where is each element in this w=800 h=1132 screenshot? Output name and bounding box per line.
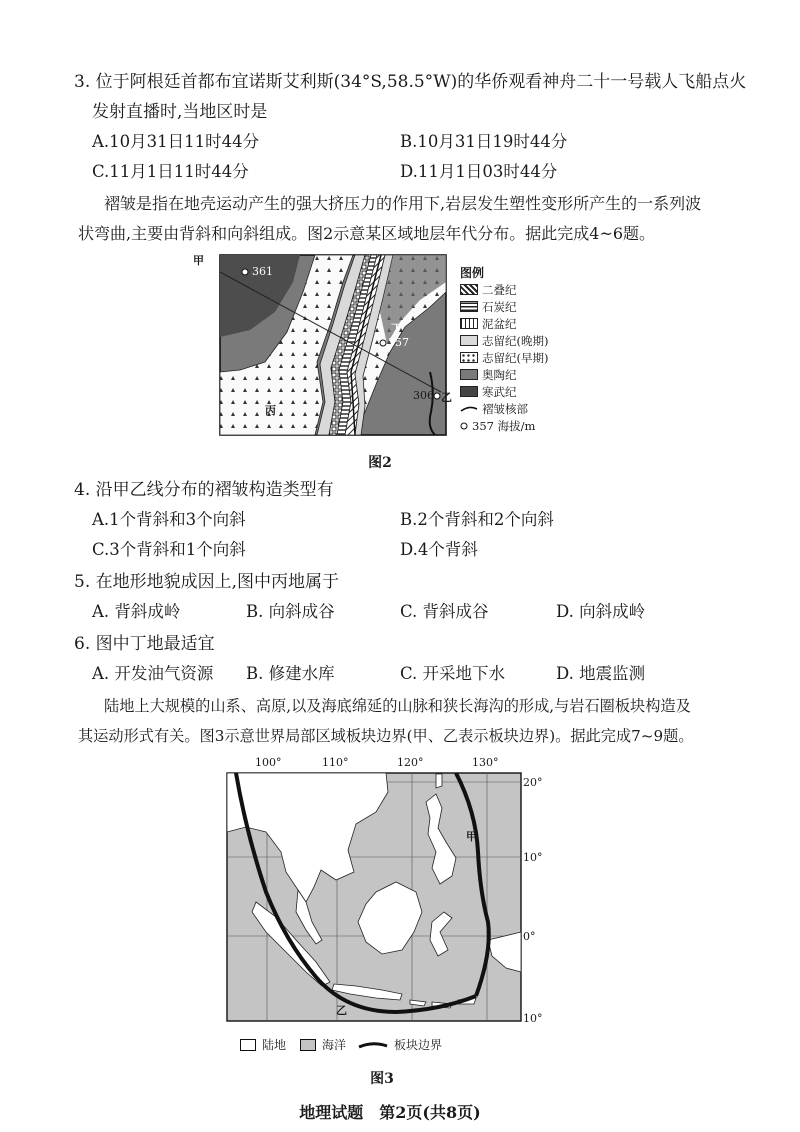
page-footer: 地理试题 第2页(共8页) [299,1103,481,1122]
legend-swatch [460,386,478,397]
lon-label-110: 110° [322,756,349,769]
elevation-point-357 [380,340,386,346]
fold-strata-map [205,252,450,438]
q4-option-b: B.2个背斜和2个向斜 [400,510,554,529]
q5-option-d: D. 向斜成岭 [556,602,646,621]
q4-stem: 4. 沿甲乙线分布的褶皱构造类型有 [74,480,334,500]
intro1-line2: 状弯曲,主要由背斜和向斜组成。图2示意某区域地层年代分布。据此完成4~6题。 [78,224,656,243]
q6-option-b: B. 修建水库 [246,664,335,683]
legend-label: 志留纪(早期) [482,350,549,365]
fig2-label-yi: 乙 [441,391,452,404]
legend-label: 志留纪(晚期) [482,333,549,348]
legend-swatch [460,284,478,295]
elevation-point-361 [242,269,248,275]
lat-label-0: 0° [523,930,536,943]
q6-option-d: D. 地震监测 [556,664,646,683]
land-swatch [240,1039,256,1051]
q5-option-a: A. 背斜成岭 [92,602,181,621]
figure-3-legend [240,1036,442,1053]
lat-label-10n: 10° [523,851,543,864]
lon-label-130: 130° [472,756,499,769]
fold-core-line-icon [460,404,478,413]
figure-2-legend [460,264,570,434]
q5-option-c: C. 背斜成谷 [400,602,489,621]
q3-option-c: C.11月1日11时44分 [92,162,249,181]
legend-item-cambrian [460,383,570,400]
fig2-label-jia: 甲 [193,254,204,267]
legend-label: 泥盆纪 [482,316,517,331]
figure-2-map [193,252,452,438]
lat-label-10s: 10° [523,1012,543,1025]
legend-title: 图例 [460,266,485,280]
q5-option-b: B. 向斜成谷 [246,602,335,621]
legend-label: 357 海拔/m [472,418,536,433]
q6-option-c: C. 开采地下水 [400,664,506,683]
q3-option-a: A.10月31日11时44分 [92,132,260,151]
legend-item-permian [460,281,570,298]
q3-option-b: B.10月31日19时44分 [400,132,568,151]
legend-swatch [460,369,478,380]
legend-item-ordovician [460,366,570,383]
legend-item-elevation [460,417,570,434]
elevation-point-306 [434,393,440,399]
legend-land-label: 陆地 [262,1038,287,1052]
q6-option-a: A. 开发油气资源 [92,664,214,683]
legend-item-devonian [460,315,570,332]
intro2-line2: 其运动形式有关。图3示意世界局部区域板块边界(甲、乙表示板块边界)。据此完成7~9题。 [78,727,694,745]
legend-label: 二叠纪 [482,282,517,297]
legend-swatch [460,318,478,329]
ocean-swatch [300,1039,316,1051]
legend-item-silurian-late [460,332,570,349]
legend-swatch [460,301,478,312]
fig3-label-jia: 甲 [466,830,477,843]
lon-label-120: 120° [397,756,424,769]
legend-label: 褶皱核部 [482,401,528,416]
q4-option-a: A.1个背斜和3个向斜 [92,510,246,529]
q3-stem-line2: 发射直播时,当地区时是 [92,102,268,122]
fig2-elev-361: 361 [252,265,273,278]
legend-item-silurian-early [460,349,570,366]
plate-boundary-map [226,772,522,1022]
legend-swatch [460,352,478,363]
figure-2-caption: 图2 [368,455,392,471]
legend-label: 寒武纪 [482,384,517,399]
q4-option-d: D.4个背斜 [400,540,478,559]
plate-boundary-line-icon [358,1040,388,1050]
legend-boundary-label: 板块边界 [394,1038,443,1052]
lat-label-20n: 20° [523,776,543,789]
figure-3-caption: 图3 [370,1071,394,1087]
intro1-line1: 褶皱是指在地壳运动产生的强大挤压力的作用下,岩层发生塑性变形所产生的一系列波 [104,194,702,213]
fig2-label-ding: 丁 [391,322,402,335]
figure-3-container [226,756,556,1036]
q6-stem: 6. 图中丁地最适宜 [74,634,215,654]
legend-item-carboniferous [460,298,570,315]
legend-item-fold-core [460,400,570,417]
q5-stem: 5. 在地形地貌成因上,图中丙地属于 [74,572,340,592]
legend-swatch [460,335,478,346]
legend-ocean-label: 海洋 [322,1038,347,1052]
elevation-circle-icon [460,422,468,430]
legend-label: 奥陶纪 [482,367,517,382]
fig3-label-yi: 乙 [336,1004,347,1017]
q4-option-c: C.3个背斜和1个向斜 [92,540,246,559]
fig2-elev-306: 306 [413,389,434,402]
legend-label: 石炭纪 [482,299,517,314]
fig2-label-bing: 丙 [265,404,276,417]
q3-stem-line1: 3. 位于阿根廷首都布宜诺斯艾利斯(34°S,58.5°W)的华侨观看神舟二十一号载人飞船点火 [74,72,747,92]
intro2-line1: 陆地上大规模的山系、高原,以及海底绵延的山脉和狭长海沟的形成,与岩石圈板块构造及 [104,697,691,715]
q3-option-d: D.11月1日03时44分 [400,162,558,181]
fig2-elev-357: 357 [388,336,409,349]
lon-label-100: 100° [255,756,282,769]
